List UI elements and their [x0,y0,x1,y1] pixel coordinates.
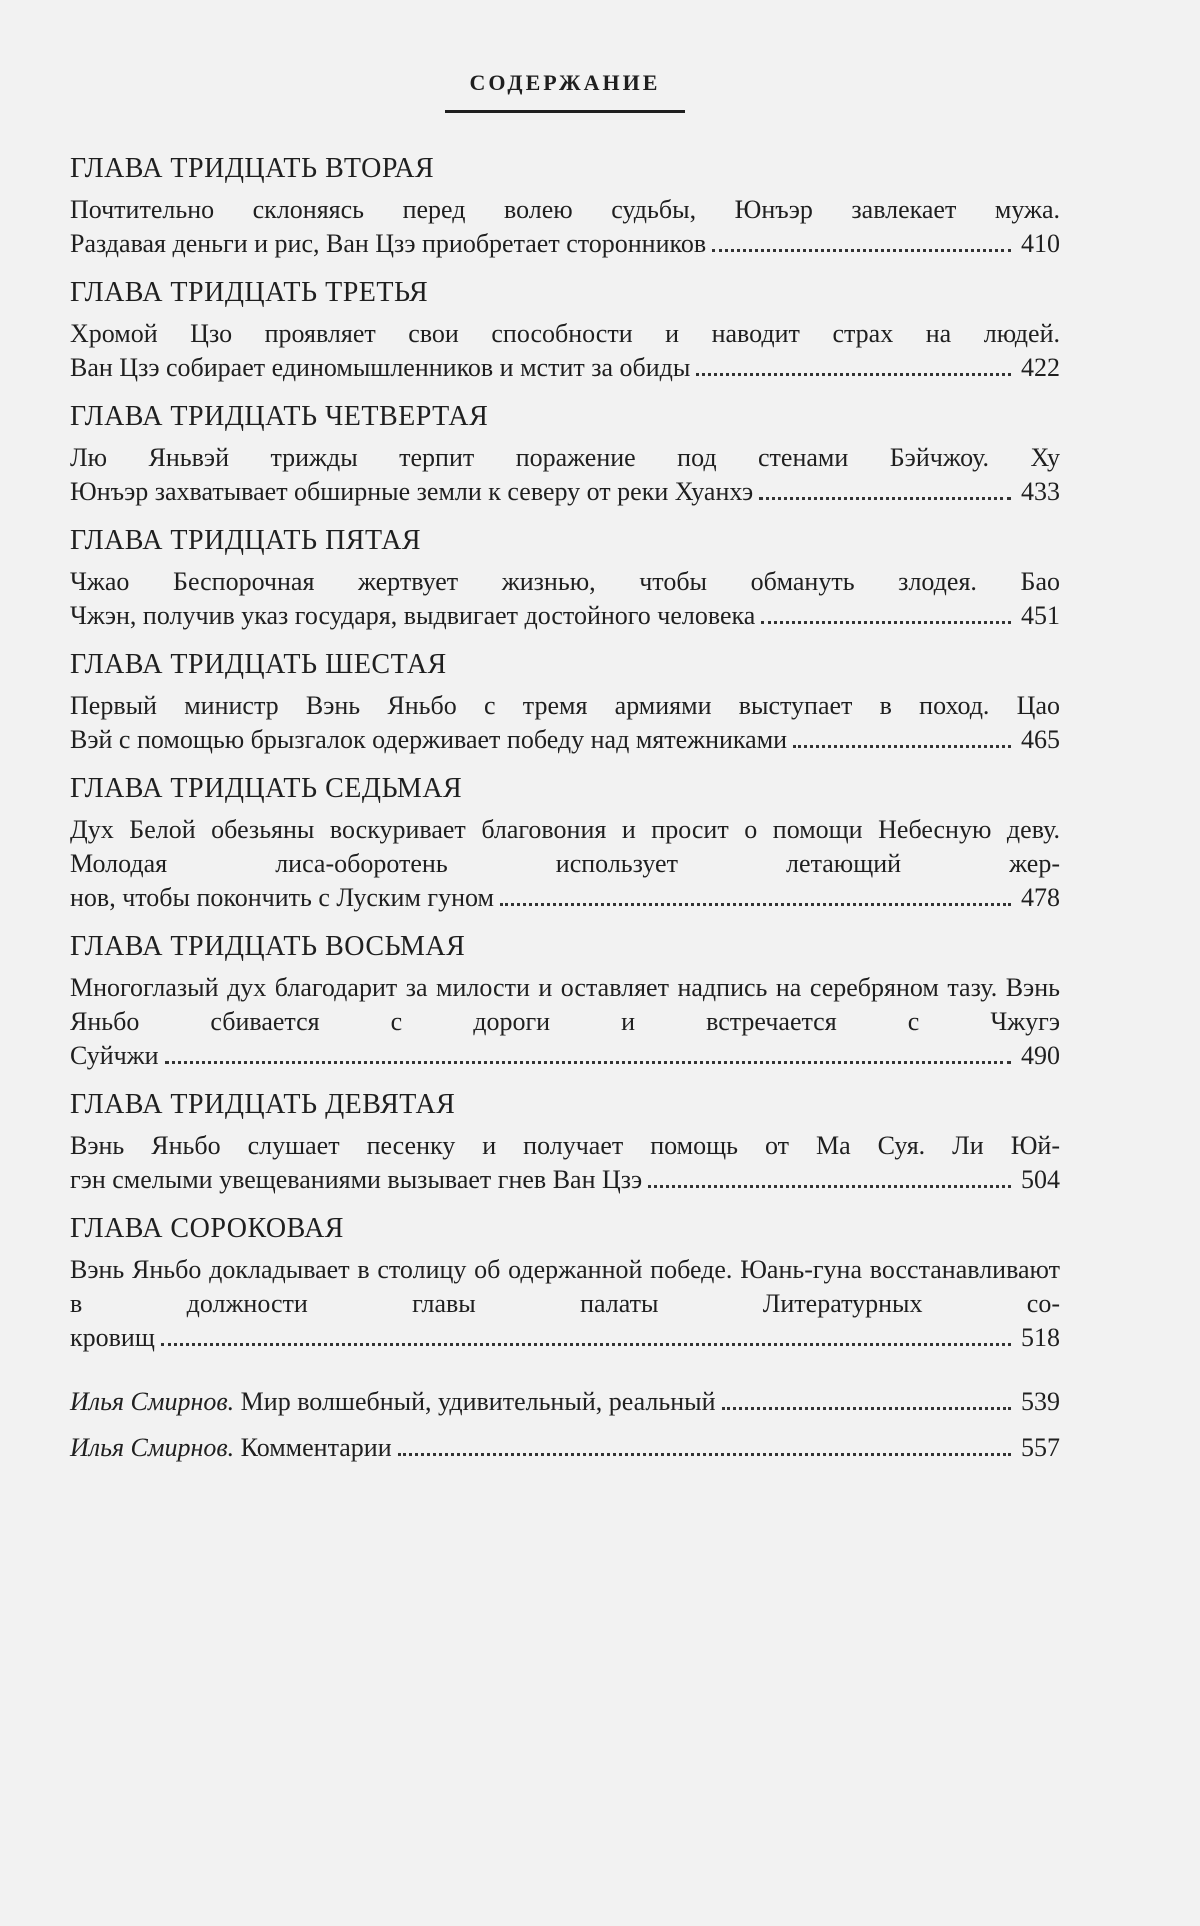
chapter-summary-lead: Вэнь Яньбо докладывает в столицу об одержанной победе. Юань-гуна восстанавливают в должности главы палаты Литературных со- [70,1255,1060,1318]
chapter-summary [70,1129,1060,1197]
appendix-title: Комментарии [240,1433,392,1462]
heading-divider [445,110,685,113]
chapter-summary-end: Чжэн, получив указ государя, выдвигает достойного человека [70,601,756,630]
chapter-list [70,151,1060,1355]
toc-page [70,40,1060,1477]
dot-leader [712,249,1011,252]
chapter-summary-end: Вэй с помощью брызгалок одерживает победу над мятежниками [70,725,788,754]
toc-chapter-entry[interactable] [70,647,1060,757]
appendix-list [70,1385,1060,1465]
dot-leader [161,1343,1011,1346]
chapter-title[interactable]: ГЛАВА ТРИДЦАТЬ ТРЕТЬЯ [70,277,429,308]
chapter-title[interactable]: ГЛАВА ТРИДЦАТЬ ДЕВЯТАЯ [70,1089,456,1120]
chapter-summary-end: Раздавая деньги и рис, Ван Цзэ приобретает сторонников [70,229,707,258]
chapter-summary [70,317,1060,385]
chapter-summary-last-line [70,599,1060,633]
page-number[interactable]: 478 [1021,883,1060,912]
chapter-title[interactable]: ГЛАВА ТРИДЦАТЬ ШЕСТАЯ [70,649,447,680]
chapter-summary-end: гэн смелыми увещеваниями вызывает гнев Ван Цзэ [70,1165,643,1194]
chapter-summary [70,813,1060,915]
toc-chapter-entry[interactable] [70,523,1060,633]
dot-leader [722,1407,1012,1410]
toc-chapter-entry[interactable] [70,1211,1060,1355]
toc-appendix-entry[interactable] [70,1385,1060,1419]
chapter-summary [70,565,1060,633]
chapter-title[interactable]: ГЛАВА ТРИДЦАТЬ ПЯТАЯ [70,525,422,556]
dot-leader [500,903,1011,906]
dot-leader [793,745,1011,748]
chapter-summary-end: нов, чтобы покончить с Луским гуном [70,883,494,912]
dot-leader [165,1061,1011,1064]
chapter-summary-end: Юнъэр захватывает обширные земли к северу от реки Хуанхэ [70,477,754,506]
chapter-summary-last-line [70,227,1060,261]
chapter-summary-last-line [70,351,1060,385]
chapter-title[interactable]: ГЛАВА ТРИДЦАТЬ ВТОРАЯ [70,153,435,184]
chapter-summary-last-line [70,1163,1060,1197]
page-number[interactable]: 539 [1021,1387,1060,1416]
chapter-summary-lead: Лю Яньвэй трижды терпит поражение под стенами Бэйчжоу. Ху [70,443,1060,472]
chapter-summary-end: кровищ [70,1323,155,1352]
chapter-summary [70,193,1060,261]
toc-chapter-entry[interactable] [70,929,1060,1073]
page-number[interactable]: 465 [1021,725,1060,754]
chapter-summary [70,441,1060,509]
chapter-summary-lead: Дух Белой обезьяны воскуривает благовония и просит о помощи Небесную деву. Молодая лиса-оборотень использует летающий жер- [70,815,1060,878]
appendix-title: Мир волшебный, удивительный, реальный [240,1387,716,1416]
dot-leader [648,1185,1011,1188]
chapter-summary-last-line [70,1039,1060,1073]
chapter-title[interactable]: ГЛАВА ТРИДЦАТЬ ЧЕТВЕРТАЯ [70,401,489,432]
chapter-summary [70,971,1060,1073]
chapter-summary-lead: Почтительно склоняясь перед волею судьбы, Юнъэр завлекает мужа. [70,195,1060,224]
toc-chapter-entry[interactable] [70,399,1060,509]
toc-chapter-entry[interactable] [70,151,1060,261]
page-number[interactable]: 451 [1021,601,1060,630]
chapter-summary-lead: Хромой Цзо проявляет свои способности и наводит страх на людей. [70,319,1060,348]
chapter-summary [70,1253,1060,1355]
chapter-title[interactable]: ГЛАВА СОРОКОВАЯ [70,1213,344,1244]
page-number[interactable]: 490 [1021,1041,1060,1070]
page-number[interactable]: 557 [1021,1433,1060,1462]
dot-leader [759,497,1011,500]
chapter-summary-end: Суйчжи [70,1041,159,1070]
dot-leader [398,1453,1011,1456]
toc-heading: СОДЕРЖАНИЕ [469,70,661,95]
toc-chapter-entry[interactable] [70,275,1060,385]
chapter-summary-lead: Многоглазый дух благодарит за милости и оставляет надпись на серебряном тазу. Вэнь Яньбо сбивается с дороги и встречается с Чжугэ [70,973,1060,1036]
toc-chapter-entry[interactable] [70,1087,1060,1197]
chapter-title[interactable]: ГЛАВА ТРИДЦАТЬ СЕДЬМАЯ [70,773,463,804]
appendix-author: Илья Смирнов. [70,1387,235,1416]
chapter-title[interactable]: ГЛАВА ТРИДЦАТЬ ВОСЬМАЯ [70,931,466,962]
page-number[interactable]: 433 [1021,477,1060,506]
page-number[interactable]: 410 [1021,229,1060,258]
page-number[interactable]: 422 [1021,353,1060,382]
appendix-author: Илья Смирнов. [70,1433,235,1462]
chapter-summary-lead: Первый министр Вэнь Яньбо с тремя армиями выступает в поход. Цао [70,691,1060,720]
chapter-summary-last-line [70,475,1060,509]
page-number[interactable]: 518 [1021,1323,1060,1352]
chapter-summary-last-line [70,723,1060,757]
chapter-summary-last-line [70,1321,1060,1355]
chapter-summary-end: Ван Цзэ собирает единомышленников и мстит за обиды [70,353,691,382]
page-number[interactable]: 504 [1021,1165,1060,1194]
chapter-summary-lead: Вэнь Яньбо слушает песенку и получает помощь от Ма Суя. Ли Юй- [70,1131,1060,1160]
toc-chapter-entry[interactable] [70,771,1060,915]
dot-leader [696,373,1011,376]
chapter-summary-lead: Чжао Беспорочная жертвует жизнью, чтобы обмануть злодея. Бао [70,567,1060,596]
dot-leader [761,621,1011,624]
chapter-summary [70,689,1060,757]
chapter-summary-last-line [70,881,1060,915]
toc-appendix-entry[interactable] [70,1431,1060,1465]
